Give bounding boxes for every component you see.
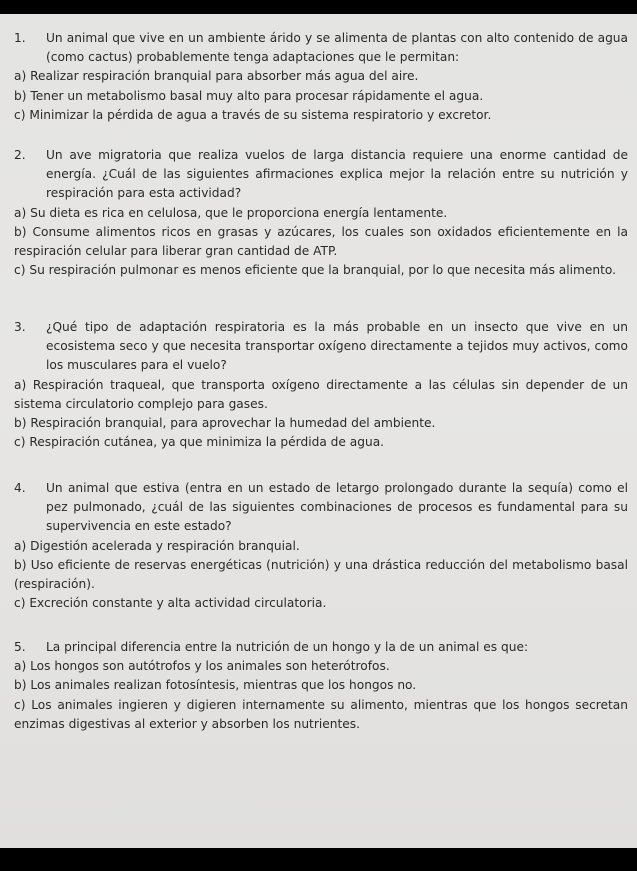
document-page — [0, 14, 637, 848]
option-c: c) Respiración cutánea, ya que minimiza la pérdida de agua. — [14, 435, 385, 450]
option-b: b) Uso eficiente de reservas energéticas (nutrición) y una drástica reducción del metabolismo basal (respiración). — [14, 557, 628, 592]
question-number: 2. — [14, 148, 26, 162]
question-text: Un ave migratoria que realiza vuelos de larga distancia requiere una enorme cantidad de energía. ¿Cuál de las siguientes afirmaciones explica mejor la relación entre su nutrición y respiración para esta actividad? — [46, 148, 628, 201]
option-a: a) Digestión acelerada y respiración branquial. — [14, 538, 300, 553]
question-stem — [14, 479, 628, 537]
option-a: a) Los hongos son autótrofos y los animales son heterótrofos. — [14, 659, 390, 674]
question-4 — [14, 479, 628, 613]
option-c: c) Minimizar la pérdida de agua a través de su sistema respiratorio y excretor. — [14, 107, 492, 122]
question-number: 3. — [14, 320, 26, 334]
option-b: b) Tener un metabolismo basal muy alto para procesar rápidamente el agua. — [14, 88, 484, 103]
question-text: Un animal que estiva (entra en un estado de letargo prolongado durante la sequía) como el pez pulmonado, ¿cuál de las siguientes combinaciones de procesos es fundamental para su supervivencia en este estado? — [46, 481, 628, 534]
question-number: 4. — [14, 481, 26, 495]
option-b: b) Los animales realizan fotosíntesis, mientras que los hongos no. — [14, 678, 417, 693]
option-a: a) Respiración traqueal, que transporta oxígeno directamente a las células sin depender de un sistema circulatorio complejo para gases. — [14, 377, 628, 411]
question-text: ¿Qué tipo de adaptación respiratoria es la más probable en un insecto que vive en un ecosistema seco y que necesita transportar oxígeno directamente a tejidos muy activos, como los musculares para el vuelo? — [46, 320, 628, 373]
option-c: c) Su respiración pulmonar es menos eficiente que la branquial, por lo que necesita más alimento. — [14, 263, 617, 278]
question-stem — [14, 146, 628, 204]
option-b: b) Respiración branquial, para aprovechar la humedad del ambiente. — [14, 416, 436, 431]
option-b: b) Consume alimentos ricos en grasas y azúcares, los cuales son oxidados eficientemente en la respiración celular para liberar gran cantidad de ATP. — [14, 224, 628, 259]
option-c: c) Excreción constante y alta actividad circulatoria. — [14, 596, 327, 611]
question-number: 5. — [14, 640, 26, 654]
question-stem — [14, 29, 628, 67]
option-c: c) Los animales ingieren y digieren internamente su alimento, mientras que los hongos secretan enzimas digestivas al exterior y absorben los nutrientes. — [14, 697, 628, 731]
question-2 — [14, 146, 628, 280]
question-stem — [14, 638, 628, 657]
question-text: Un animal que vive en un ambiente árido y se alimenta de plantas con alto contenido de agua (como cactus) probablemente tenga adaptaciones que le permitan: — [46, 31, 628, 65]
question-text: La principal diferencia entre la nutrición de un hongo y la de un animal es que: — [46, 640, 529, 654]
option-a: a) Realizar respiración branquial para absorber más agua del aire. — [14, 69, 419, 84]
question-1 — [14, 29, 628, 125]
question-3 — [14, 318, 628, 452]
option-a: a) Su dieta es rica en celulosa, que le proporciona energía lentamente. — [14, 205, 448, 220]
question-5 — [14, 638, 628, 734]
question-number: 1. — [14, 31, 26, 45]
question-stem — [14, 318, 628, 376]
